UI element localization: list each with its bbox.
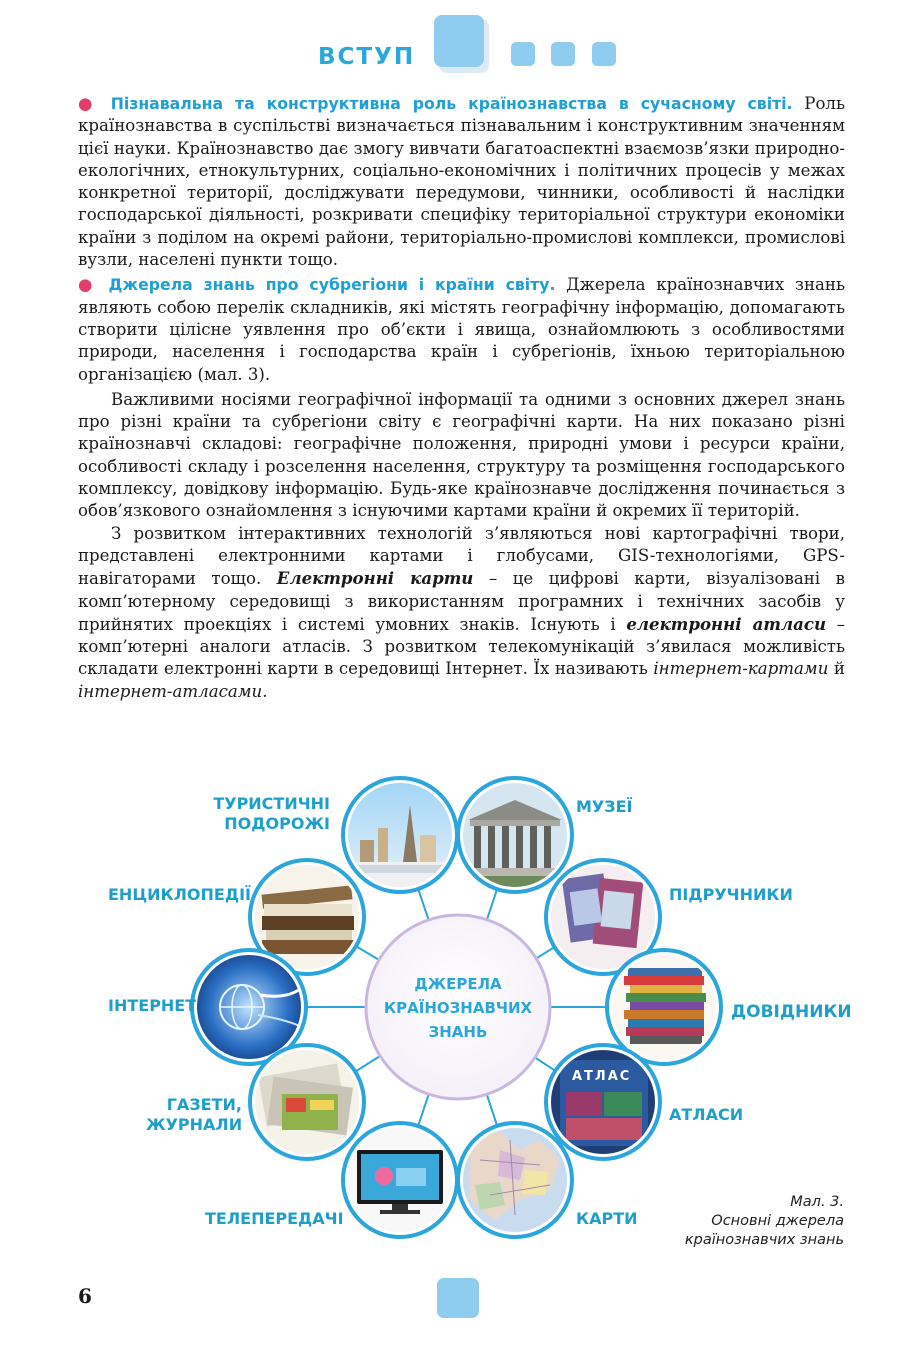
label-line: ГАЗЕТИ, <box>166 1095 242 1114</box>
paragraph-text: З розвитком інтерактивних технологій з’являються нові картографічні твори, представлені електронними картами і глобусами, GIS-технологіями, GPS-навігаторами тощо. <box>78 523 845 589</box>
paragraph-text: . <box>262 681 268 701</box>
label-textbooks: ПІДРУЧНИКИ <box>669 885 793 904</box>
caption-line: Мал. 3. <box>790 1194 844 1210</box>
label-line: ТУРИСТИЧНІ <box>213 794 330 813</box>
label-atlases: АТЛАСИ <box>669 1105 744 1124</box>
paragraph-text: й <box>828 659 845 679</box>
tourism-image <box>340 775 460 902</box>
center-label-line-3: ЗНАНЬ <box>428 1023 488 1041</box>
section-2 <box>78 274 845 385</box>
label-internet: ІНТЕРНЕТ <box>108 996 197 1015</box>
section-heading: Пізнавальна та конструктивна роль країнознавства в сучасному світі. <box>110 94 793 113</box>
label-reference: ДОВІДНИКИ <box>731 1002 852 1022</box>
footer-decoration-square <box>437 1278 479 1318</box>
label-encyclopedias: ЕНЦИКЛОПЕДІЇ <box>108 885 251 904</box>
label-museums: МУЗЕЇ <box>576 797 633 816</box>
center-node <box>366 915 550 1099</box>
bullet-icon: ● <box>78 275 98 295</box>
main-text <box>78 93 845 703</box>
bullet-icon: ● <box>78 94 99 113</box>
page-number: 6 <box>78 1284 92 1308</box>
section-heading: Джерела знань про субрегіони і країни світу. <box>108 275 556 295</box>
term-bold: електронні атласи <box>626 613 827 634</box>
tv-image <box>340 1120 460 1240</box>
figure-caption <box>685 1193 844 1250</box>
paragraph-text: – це цифрові карти, візуалізовані в комп’ютерному середовищі з використанням програмних і технічних засобів у прийнятих проекціях і системі умовних знаків. Існують і <box>78 569 845 634</box>
term-italic: інтернет-картами <box>653 659 829 679</box>
label-tv: ТЕЛЕПЕРЕДАЧІ <box>205 1209 344 1228</box>
atlas-cover-title: АТЛАС <box>572 1069 632 1084</box>
label-maps: КАРТИ <box>576 1209 638 1228</box>
center-label-line-1: ДЖЕРЕЛА <box>414 975 502 993</box>
section-1 <box>78 93 845 271</box>
section-body: Роль країнознавства в суспільстві визначається пізнавальним і конструктивним значенням цієї науки. Країнознавство дає змогу вивчати багатоаспектні взаємозв’язки природно-екологічних, етнокультурних, соціально-економічних і політичних процесів у межах конкретної території, досліджувати передумови, чинники, особливості й наслідки господарської діяльності, розкривати специфіку територіальної структури економіки країни з поділом на окремі райони, територіально-промислові комплекси, промислові вузли, населені пункти тощо. <box>78 94 846 270</box>
label-tourism <box>213 794 330 834</box>
label-newspapers <box>146 1095 242 1135</box>
page-title: ВСТУП <box>318 44 416 70</box>
label-line: ПОДОРОЖІ <box>224 814 330 833</box>
museum-image <box>455 775 575 896</box>
paragraph <box>78 523 845 703</box>
header-decoration-large-square <box>434 15 484 67</box>
caption-line: Основні джерела <box>711 1213 844 1229</box>
header-decoration-square <box>551 42 575 66</box>
term-italic: інтернет-атласами <box>78 681 263 701</box>
paragraph: Важливими носіями географічної інформації та одними з основних джерел знань про різні країни та субрегіони світу є географічні карти. На них показано різні країнознавчі складові: географічне положення, природні умови і ресурси країни, особливості складу і розселення населення, структуру та розміщення господарського комплексу, довідкову інформацію. Будь-яке країнознавче дослідження починається з обов’язкового ознайомлення з існуючими картами країни й окремих її територій. <box>78 389 845 521</box>
header-decoration-square <box>511 42 535 66</box>
center-label-line-2: КРАЇНОЗНАВЧИХ <box>383 999 533 1017</box>
paragraph-text: – комп’ютерні аналоги атласів. З розвитком телекомунікацій з’явилася можливість складати електронні карти в середовищі Інтернет. Їх називають <box>78 614 845 679</box>
header-decoration-square <box>592 42 616 66</box>
term-bold: Електронні карти <box>276 568 474 589</box>
section-body: Джерела країнознавчих знань являють собою перелік складників, які містять географічну інформацію, допомагають створити цілісне уявлення про об’єкти і явища, ознайомлюють з особливостями природи, населення і господарства країн і субрегіонів, їхньою територіальною організацією (мал. 3). <box>78 275 845 384</box>
label-line: ЖУРНАЛИ <box>146 1115 243 1134</box>
caption-line: країнознавчих знань <box>684 1232 844 1248</box>
